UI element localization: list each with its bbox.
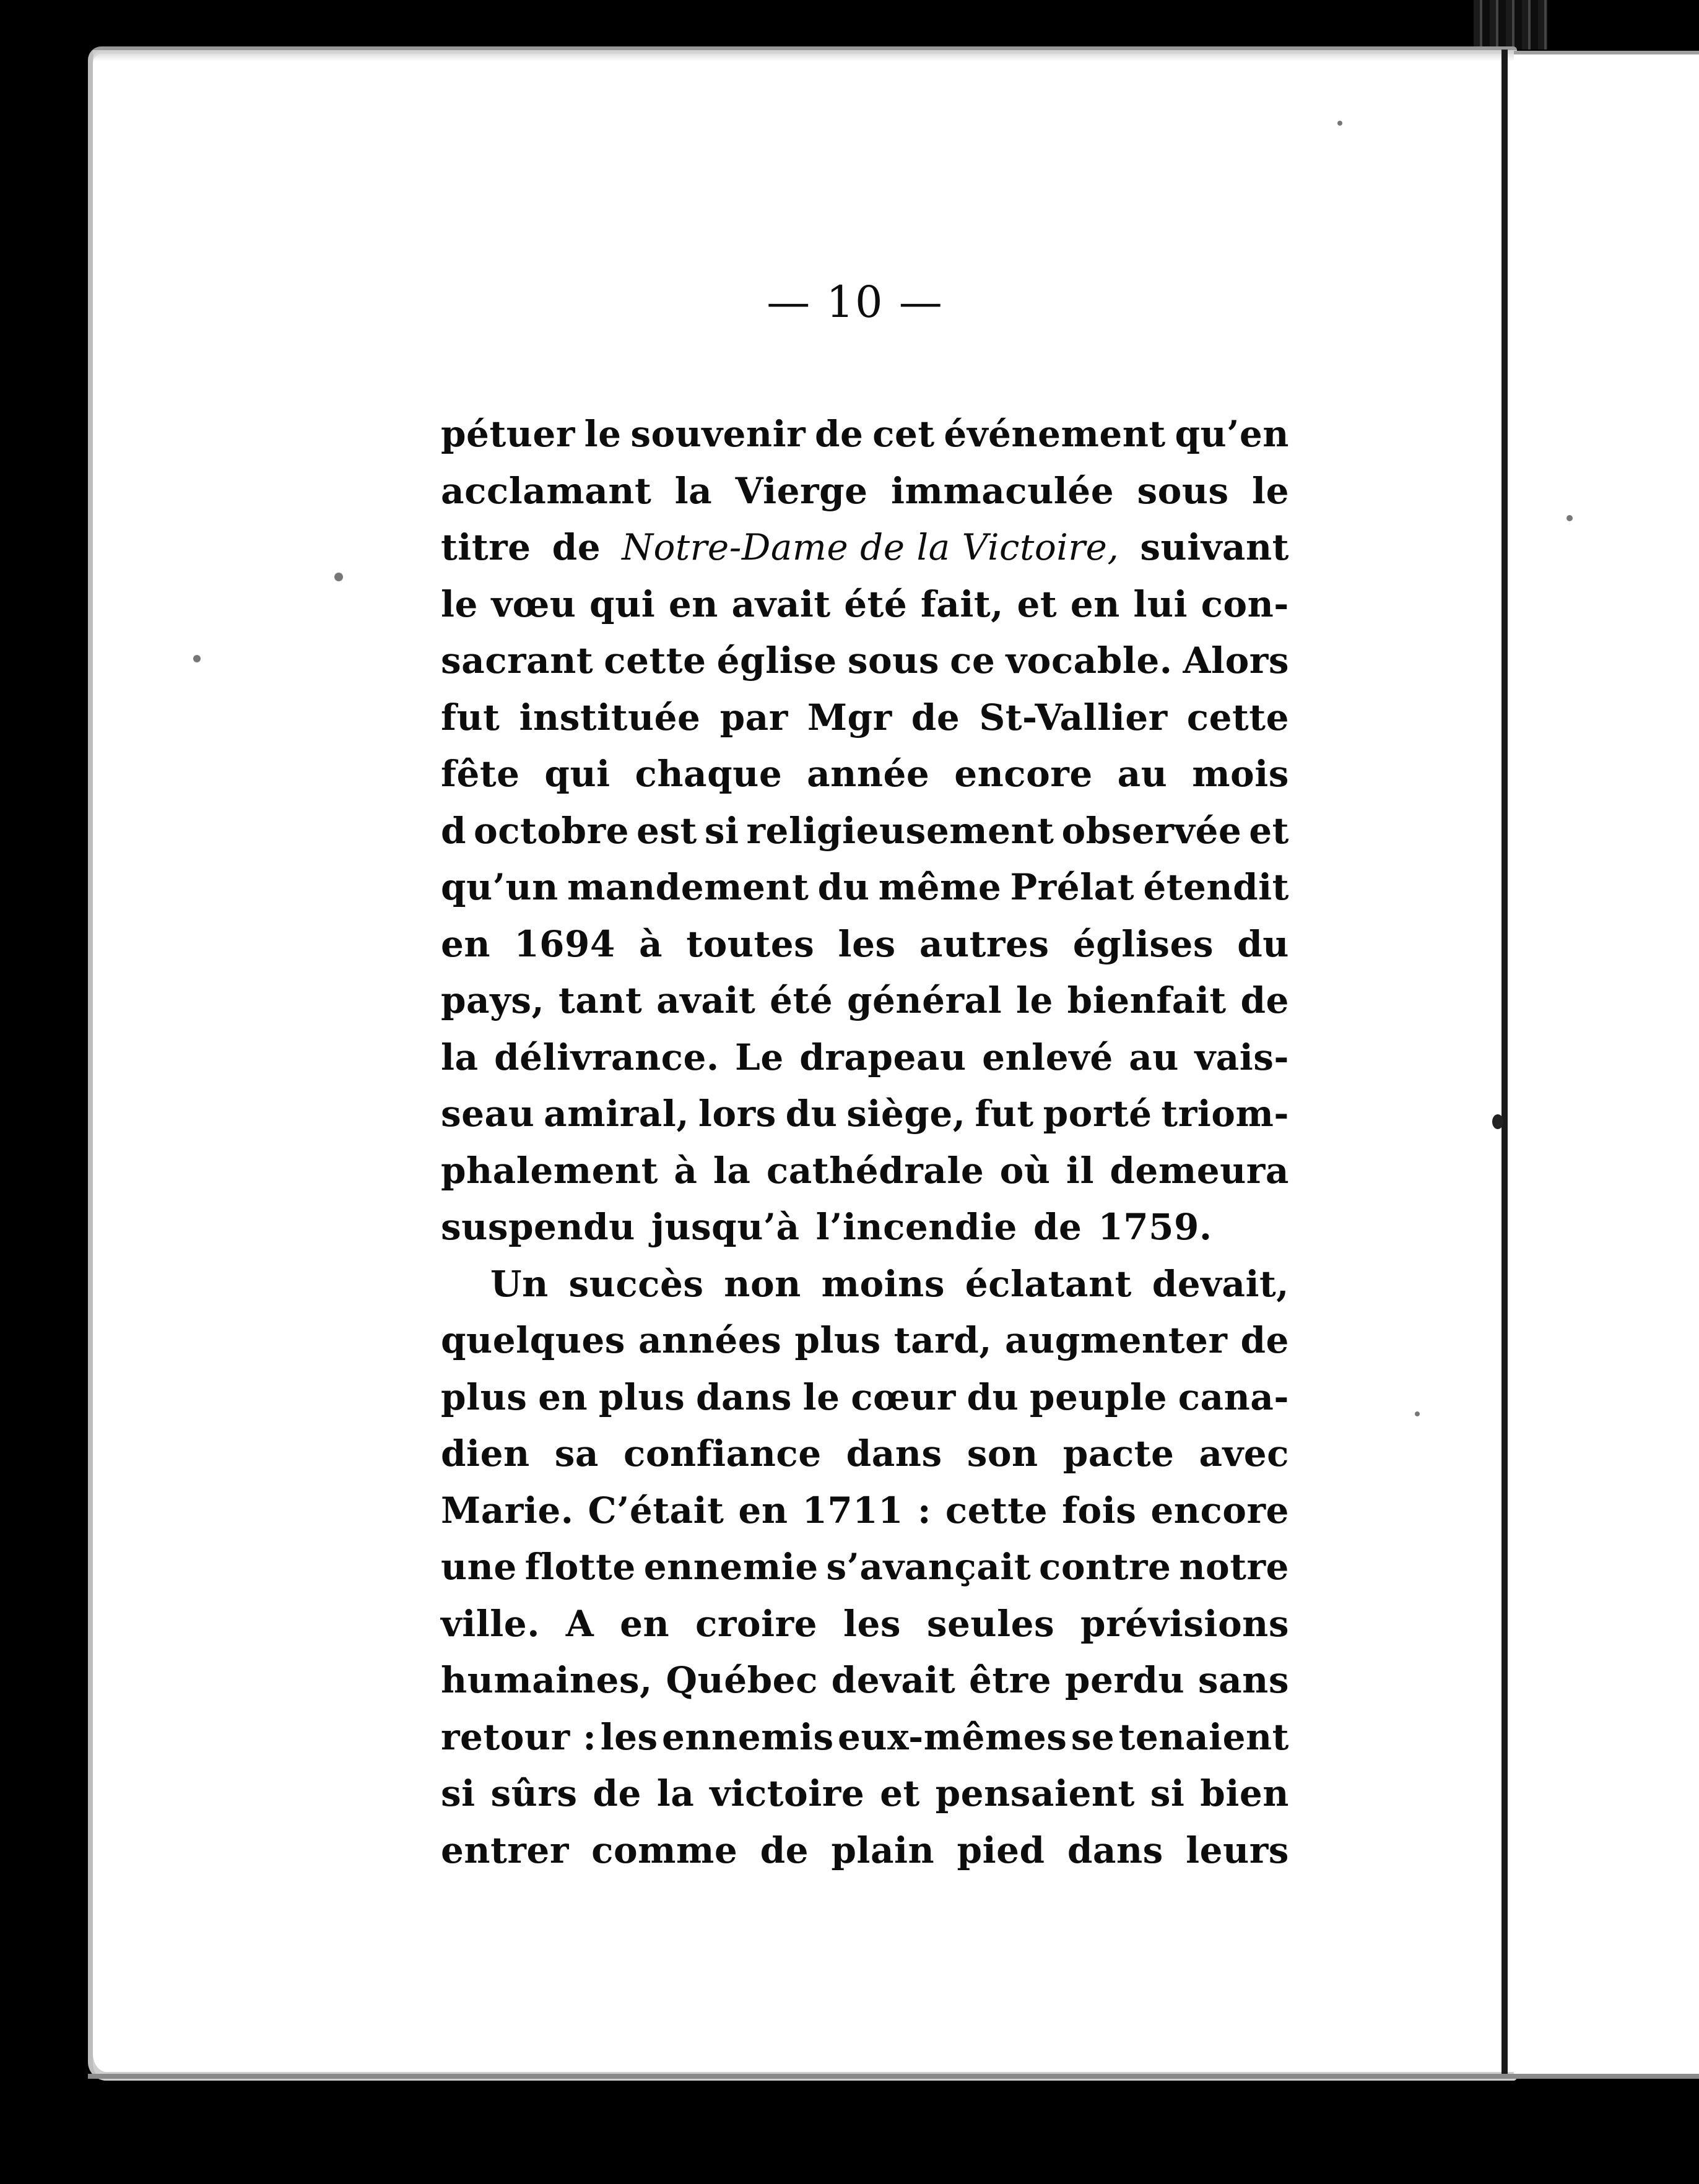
word: général <box>846 979 1002 1021</box>
word: été <box>844 583 908 625</box>
word: toutes <box>686 922 815 965</box>
text-line <box>441 1709 1289 1766</box>
page-gutter <box>1501 50 1508 2074</box>
word: octobre <box>474 809 630 852</box>
word: du <box>967 1376 1019 1418</box>
word: église <box>716 639 837 682</box>
word: dans <box>1067 1829 1163 1871</box>
word: éclatant <box>965 1262 1132 1305</box>
word: porté <box>1043 1093 1152 1135</box>
word: Un <box>490 1262 549 1305</box>
text-line <box>441 973 1289 1029</box>
word: en <box>441 922 491 965</box>
word: suivant <box>1140 526 1289 568</box>
word: se <box>1071 1715 1115 1758</box>
word: dans <box>846 1432 942 1475</box>
word: peuple <box>1029 1376 1168 1418</box>
word: mois <box>1192 753 1289 795</box>
text-line <box>441 1143 1289 1200</box>
word: de <box>593 1772 641 1814</box>
word: cathédrale <box>766 1149 984 1192</box>
word: A <box>565 1602 594 1645</box>
word: Marie. <box>441 1489 574 1532</box>
word: son <box>967 1432 1038 1475</box>
word: par <box>719 696 788 739</box>
word: de <box>1033 1206 1082 1248</box>
word: prévisions <box>1080 1602 1289 1645</box>
word: au <box>1129 1036 1179 1078</box>
word: suspendu <box>441 1206 635 1248</box>
right-page-edge <box>1514 51 1699 2079</box>
text-line <box>441 1822 1289 1879</box>
word: églises <box>1072 922 1214 965</box>
word: phalement <box>441 1149 658 1192</box>
word: sacrant <box>441 639 594 682</box>
word: d <box>441 809 467 852</box>
word: cœur <box>851 1376 956 1418</box>
word: de <box>552 526 601 568</box>
word: le <box>802 1376 840 1418</box>
word: sous <box>1137 469 1229 512</box>
word: de <box>911 696 960 739</box>
text-line <box>441 406 1289 463</box>
text-line <box>441 1426 1289 1483</box>
word: tant <box>558 979 643 1021</box>
word: dien <box>441 1432 530 1475</box>
word: qu’un <box>441 866 558 908</box>
text-line <box>441 1312 1289 1369</box>
body-text <box>441 406 1289 1879</box>
word: de <box>1240 1319 1289 1361</box>
word: encore <box>1150 1489 1289 1532</box>
word: encore <box>954 753 1093 795</box>
word: seules <box>926 1602 1055 1645</box>
text-line <box>441 1766 1289 1822</box>
word: autres <box>919 922 1049 965</box>
word: sa <box>554 1432 599 1475</box>
word: plus <box>441 1376 528 1418</box>
word: il <box>1066 1149 1094 1192</box>
word: fut <box>441 696 500 739</box>
word: C’était <box>588 1489 724 1532</box>
word: con- <box>1201 583 1289 625</box>
word: acclamant <box>441 469 652 512</box>
word: pied <box>957 1829 1045 1871</box>
word: les <box>600 1715 658 1758</box>
word: eux-mêmes <box>838 1715 1067 1758</box>
word: enlevé <box>982 1036 1113 1078</box>
word: seau <box>441 1093 535 1135</box>
word: succès <box>568 1262 704 1305</box>
word: qu’en <box>1175 413 1289 455</box>
word: devait <box>831 1659 956 1701</box>
word: et <box>880 1772 920 1814</box>
word: devait, <box>1152 1262 1289 1305</box>
word: du <box>1237 922 1289 965</box>
word: fête <box>441 753 520 795</box>
word: délivrance. <box>494 1036 719 1078</box>
word: en <box>1070 583 1120 625</box>
word: plus <box>598 1376 685 1418</box>
word: les <box>843 1602 902 1645</box>
word: cette <box>945 1489 1048 1532</box>
word: le <box>1252 469 1289 512</box>
word: non <box>724 1262 801 1305</box>
word: de <box>760 1829 809 1871</box>
word: augmenter <box>1004 1319 1228 1361</box>
text-line <box>441 1029 1289 1086</box>
paragraph <box>441 406 1289 1256</box>
word: est <box>637 809 697 852</box>
word: demeura <box>1110 1149 1289 1192</box>
word: s’avançait <box>826 1546 1032 1588</box>
text-line <box>441 1596 1289 1653</box>
word: 1694 <box>514 922 615 965</box>
word: la <box>441 1036 479 1078</box>
word: entrer <box>441 1829 569 1871</box>
text-line <box>441 1199 1289 1256</box>
word: souvenir <box>630 413 806 455</box>
word: de <box>1240 979 1289 1021</box>
text-line <box>441 1539 1289 1596</box>
text-line <box>441 690 1289 747</box>
word: triom- <box>1161 1093 1289 1135</box>
word: : <box>917 1489 931 1532</box>
word: 1759. <box>1098 1206 1212 1248</box>
text-line <box>441 859 1289 916</box>
word: où <box>999 1149 1051 1192</box>
word: notre <box>1179 1546 1289 1588</box>
word: sûrs <box>490 1772 578 1814</box>
word: plain <box>831 1829 935 1871</box>
text-line <box>441 1652 1289 1709</box>
word: l’incendie <box>815 1206 1017 1248</box>
word: Le <box>735 1036 784 1078</box>
word: tenaient <box>1118 1715 1289 1758</box>
word: la <box>656 1772 695 1814</box>
word: années <box>638 1319 782 1361</box>
word: cet <box>872 413 935 455</box>
word: la <box>674 469 713 512</box>
word: ennemis <box>661 1715 834 1758</box>
word: Alors <box>1183 639 1289 682</box>
scan-speck <box>1337 121 1342 126</box>
word: perdu <box>1064 1659 1185 1701</box>
page-content <box>441 272 1289 1879</box>
word: Mgr <box>807 696 892 739</box>
word: vocable. <box>1006 639 1173 682</box>
word: Vierge <box>735 469 868 512</box>
word: une <box>441 1546 517 1588</box>
word: sans <box>1197 1659 1289 1701</box>
text-line <box>441 519 1289 576</box>
word: pacte <box>1062 1432 1175 1475</box>
word: moins <box>821 1262 945 1305</box>
word: ce <box>950 639 996 682</box>
word: année <box>807 753 930 795</box>
word: observée <box>1061 809 1242 852</box>
word: de <box>814 413 864 455</box>
word: Notre-Dame de la Victoire, <box>622 526 1119 568</box>
word: en <box>668 583 718 625</box>
text-line <box>441 1086 1289 1143</box>
word: au <box>1117 753 1168 795</box>
word: St-Vallier <box>979 696 1168 739</box>
word: été <box>770 979 833 1021</box>
word: étendit <box>1143 866 1289 908</box>
word: immaculée <box>890 469 1115 512</box>
word: et <box>1249 809 1289 852</box>
scan-speck <box>1415 1411 1420 1416</box>
text-line <box>441 1256 1289 1313</box>
text-line <box>441 1483 1289 1540</box>
word: les <box>838 922 896 965</box>
word: drapeau <box>799 1036 967 1078</box>
word: le <box>584 413 622 455</box>
word: à <box>638 922 663 965</box>
text-line <box>441 633 1289 690</box>
word: titre <box>441 526 531 568</box>
scan-speck <box>334 573 343 581</box>
paragraph <box>441 1256 1289 1879</box>
text-line <box>441 576 1289 633</box>
scan-speck <box>193 655 201 662</box>
word: bien <box>1200 1772 1289 1814</box>
word: événement <box>944 413 1166 455</box>
word: jusqu’à <box>651 1206 800 1248</box>
word: 1711 <box>802 1489 903 1532</box>
word: en <box>538 1376 588 1418</box>
word: siège, <box>846 1093 966 1135</box>
text-line <box>441 1369 1289 1426</box>
text-line <box>441 463 1289 520</box>
text-line <box>441 746 1289 803</box>
word: vais- <box>1194 1036 1289 1078</box>
word: religieusement <box>746 809 1054 852</box>
word: dans <box>695 1376 792 1418</box>
word: si <box>441 1772 476 1814</box>
word: quelques <box>441 1319 625 1361</box>
word: comme <box>591 1829 738 1871</box>
word: contre <box>1039 1546 1171 1588</box>
word: vœu <box>491 583 576 625</box>
word: cette <box>1186 696 1289 739</box>
word: ennemie <box>643 1546 819 1588</box>
word: fait, <box>920 583 1004 625</box>
word: si <box>704 809 739 852</box>
word: du <box>785 1093 838 1135</box>
word: le <box>441 583 478 625</box>
word: chaque <box>635 753 783 795</box>
word: amiral, <box>544 1093 690 1135</box>
word: le <box>1015 979 1053 1021</box>
word: à <box>674 1149 698 1192</box>
word: avec <box>1199 1432 1289 1475</box>
word: pays, <box>441 979 545 1021</box>
word: en <box>738 1489 788 1532</box>
scan-speck <box>1492 1114 1503 1129</box>
word: cana- <box>1178 1376 1289 1418</box>
book-spine-edge <box>1474 0 1548 50</box>
word: croire <box>695 1602 818 1645</box>
word: qui <box>544 753 611 795</box>
word: en <box>620 1602 670 1645</box>
page-bottom-edge <box>88 2074 1699 2079</box>
word: pensaient <box>935 1772 1135 1814</box>
word: lors <box>698 1093 776 1135</box>
word: bienfait <box>1067 979 1227 1021</box>
word: la <box>713 1149 751 1192</box>
word: si <box>1150 1772 1185 1814</box>
word: leurs <box>1186 1829 1289 1871</box>
word: instituée <box>519 696 701 739</box>
word: ville. <box>441 1602 540 1645</box>
word: tard, <box>893 1319 992 1361</box>
word: et <box>1017 583 1058 625</box>
page-number: — 10 — <box>767 277 944 327</box>
word: du <box>817 866 870 908</box>
word: avait <box>731 583 831 625</box>
word: plus <box>794 1319 881 1361</box>
word: même <box>878 866 1002 908</box>
text-line <box>441 916 1289 973</box>
word: confiance <box>624 1432 822 1475</box>
word: flotte <box>524 1546 636 1588</box>
word: lui <box>1133 583 1188 625</box>
word: Québec <box>666 1659 818 1701</box>
word: fois <box>1062 1489 1137 1532</box>
word: retour : <box>441 1715 597 1758</box>
word: qui <box>589 583 656 625</box>
word: mandement <box>567 866 809 908</box>
word: fut <box>975 1093 1034 1135</box>
word: humaines, <box>441 1659 653 1701</box>
scan-speck <box>1566 515 1573 521</box>
word: être <box>968 1659 1052 1701</box>
word: Prélat <box>1010 866 1135 908</box>
text-line <box>441 803 1289 860</box>
word: victoire <box>710 1772 865 1814</box>
word: pétuer <box>441 413 575 455</box>
word: cette <box>604 639 706 682</box>
word: sous <box>847 639 939 682</box>
word: avait <box>656 979 756 1021</box>
